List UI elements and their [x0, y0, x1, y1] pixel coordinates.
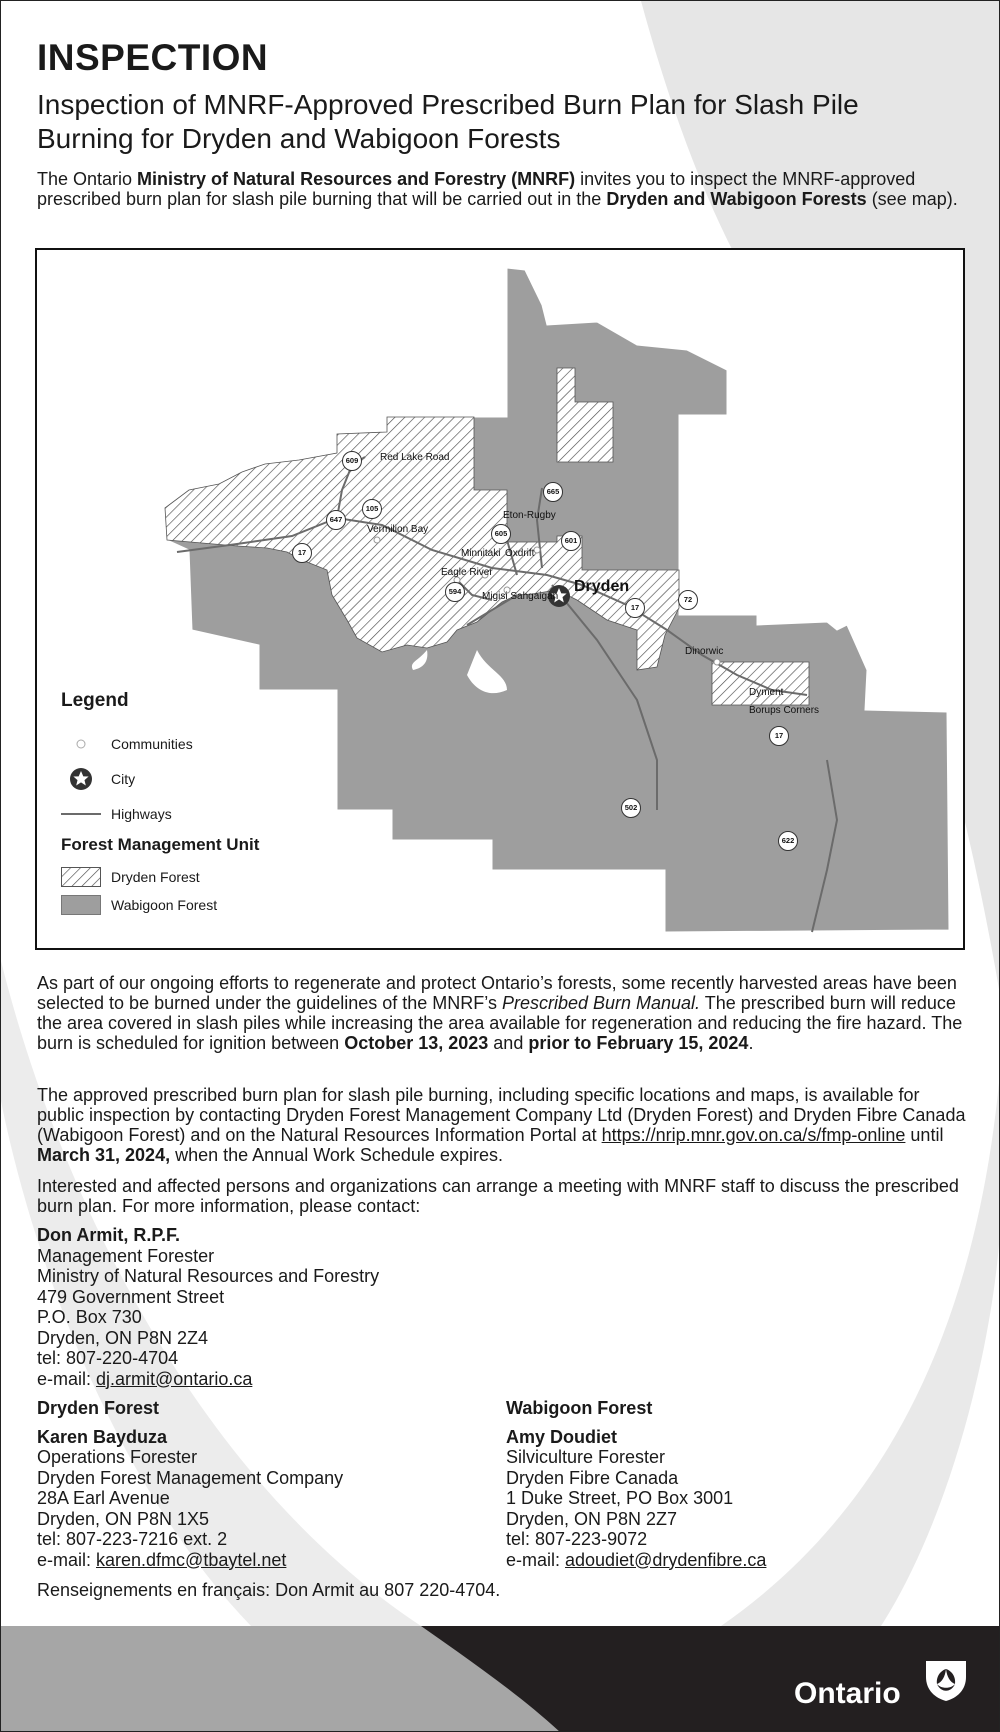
highway-shield: 609 — [342, 451, 362, 471]
legend-fmu-title: Forest Management Unit — [61, 835, 260, 854]
contact-city: Dryden, ON P8N 2Z7 — [506, 1508, 678, 1529]
contact-city: Dryden, ON P8N 2Z4 — [37, 1327, 209, 1348]
contact-org: Dryden Forest Management Company — [37, 1467, 344, 1488]
highway-shield: 502 — [621, 798, 641, 818]
legend-title: Legend — [61, 690, 129, 711]
notice-heading: INSPECTION — [37, 37, 269, 78]
contact-title: Silviculture Forester — [506, 1447, 666, 1467]
burn-area-map — [35, 248, 965, 950]
contact-tel: tel: 807-220-4704 — [37, 1348, 179, 1368]
contact-street: 28A Earl Avenue — [37, 1488, 170, 1508]
contact-name: Amy Doudiet — [506, 1426, 618, 1447]
contact-street: 1 Duke Street, PO Box 3001 — [506, 1488, 734, 1508]
highway-shield: 665 — [543, 482, 563, 502]
legend-city: City — [61, 761, 321, 796]
contact-city: Dryden, ON P8N 1X5 — [37, 1508, 210, 1529]
community-label: Eagle River — [441, 567, 493, 578]
highway-shield: 17 — [625, 598, 645, 618]
city-star-icon — [61, 769, 101, 789]
community-label: Borups Corners — [749, 705, 820, 716]
community-label: Vermilion Bay — [367, 524, 429, 535]
contact-tel: tel: 807-223-9072 — [506, 1529, 648, 1549]
schedule-paragraph: As part of our ongoing efforts to regenerate and protect Ontario’s forests, some recently harvested areas have been selected to be burned under the guidelines of the MNRF’s Prescribed Burn Manual. The prescribed burn will reduce the area covered in slash piles while increasing the area available for regeneration and reducing the fire hazard. The burn is scheduled for ignition between October 13, 2023 and prior to February 15, 2024. — [37, 973, 963, 1053]
intro-paragraph: The Ontario Ministry of Natural Resources and Forestry (MNRF) invites you to inspect the MNRF-approved prescribed burn plan for slash pile burning that will be carried out in the Dryden and Wabigoon Forests (see map). — [37, 169, 958, 209]
availability-paragraph: The approved prescribed burn plan for slash pile burning, including specific locations and maps, is available for public inspection by contacting Dryden Forest Management Company Ltd (Dryden Forest) and Dryden Fibre Canada (Wabigoon Forest) and on the Natural Resources Information Portal at https://nrip.mnr.gov.on.ca/s/fmp-online until March 31, 2024, when the Annual Work Schedule expires. — [37, 1085, 966, 1165]
mnrf-contact — [37, 1225, 537, 1389]
french-info-line: Renseignements en français: Don Armit au 807 220-4704. — [37, 1580, 501, 1600]
highway-shield: 105 — [362, 499, 382, 519]
contact-name: Karen Bayduza — [37, 1426, 168, 1447]
highway-shield: 647 — [326, 510, 346, 530]
community-label: Dinorwic — [685, 646, 724, 657]
contact-tel: tel: 807-223-7216 ext. 2 — [37, 1529, 228, 1549]
legend-dryden-forest: Dryden Forest — [61, 863, 321, 891]
contact-title: Operations Forester — [37, 1447, 198, 1467]
contact-email: e-mail: dj.armit@ontario.ca — [37, 1368, 253, 1389]
ontario-wordmark: Ontario — [794, 1677, 901, 1710]
contact-email: e-mail: adoudiet@drydenfibre.ca — [506, 1549, 767, 1570]
hatch-swatch-icon — [61, 867, 101, 887]
community-label: Dyment — [749, 687, 784, 698]
contact-org: Ministry of Natural Resources and Forestry — [37, 1266, 380, 1286]
community-label: Oxdrift — [505, 548, 535, 559]
meeting-paragraph: Interested and affected persons and organizations can arrange a meeting with MNRF staff to discuss the prescribed burn plan. For more information, please contact: — [37, 1176, 959, 1216]
notice-subheading: Inspection of MNRF-Approved Prescribed Burn Plan for Slash Pile Burning for Dryden and Wabigoon Forests — [37, 89, 859, 154]
highway-shield: 594 — [445, 582, 465, 602]
highway-shield: 17 — [769, 726, 789, 746]
email-link[interactable]: karen.dfmc@tbaytel.net — [96, 1549, 287, 1570]
community-label: Red Lake Road — [380, 452, 450, 463]
email-link[interactable]: adoudiet@drydenfibre.ca — [565, 1549, 767, 1570]
contact-name: Don Armit, R.P.F. — [37, 1225, 181, 1245]
city-label: Dryden — [574, 578, 630, 595]
contact-title: Management Forester — [37, 1245, 215, 1266]
trillium-icon — [923, 1657, 969, 1703]
nrip-link[interactable]: https://nrip.mnr.gov.on.ca/s/fmp-online — [601, 1125, 906, 1145]
community-label: Eton-Rugby — [503, 510, 556, 521]
community-dot-icon — [61, 734, 101, 754]
contact-street: 479 Government Street — [37, 1286, 225, 1307]
legend-wabigoon-forest: Wabigoon Forest — [61, 891, 321, 919]
highway-shield: 601 — [561, 531, 581, 551]
contact-email: e-mail: karen.dfmc@tbaytel.net — [37, 1549, 287, 1570]
dryden-forest-contact — [37, 1398, 477, 1570]
email-link[interactable]: dj.armit@ontario.ca — [96, 1368, 253, 1389]
highway-shield: 17 — [292, 543, 312, 563]
highway-line-icon — [61, 804, 101, 824]
community-label: Minnitaki — [461, 548, 501, 559]
contact-pobox: P.O. Box 730 — [37, 1307, 142, 1327]
column-heading: Dryden Forest — [37, 1398, 160, 1418]
column-heading: Wabigoon Forest — [506, 1398, 653, 1418]
map-legend — [61, 690, 321, 919]
legend-highways: Highways — [61, 796, 321, 831]
highway-shield: 622 — [778, 831, 798, 851]
highway-shield: 605 — [491, 524, 511, 544]
contact-org: Dryden Fibre Canada — [506, 1467, 679, 1488]
highway-shield: 72 — [678, 590, 698, 610]
community-label: Migisi Sahgaigan — [482, 591, 559, 602]
grey-swatch-icon — [61, 895, 101, 915]
wabigoon-forest-contact — [506, 1398, 946, 1570]
legend-communities: Communities — [61, 726, 321, 761]
